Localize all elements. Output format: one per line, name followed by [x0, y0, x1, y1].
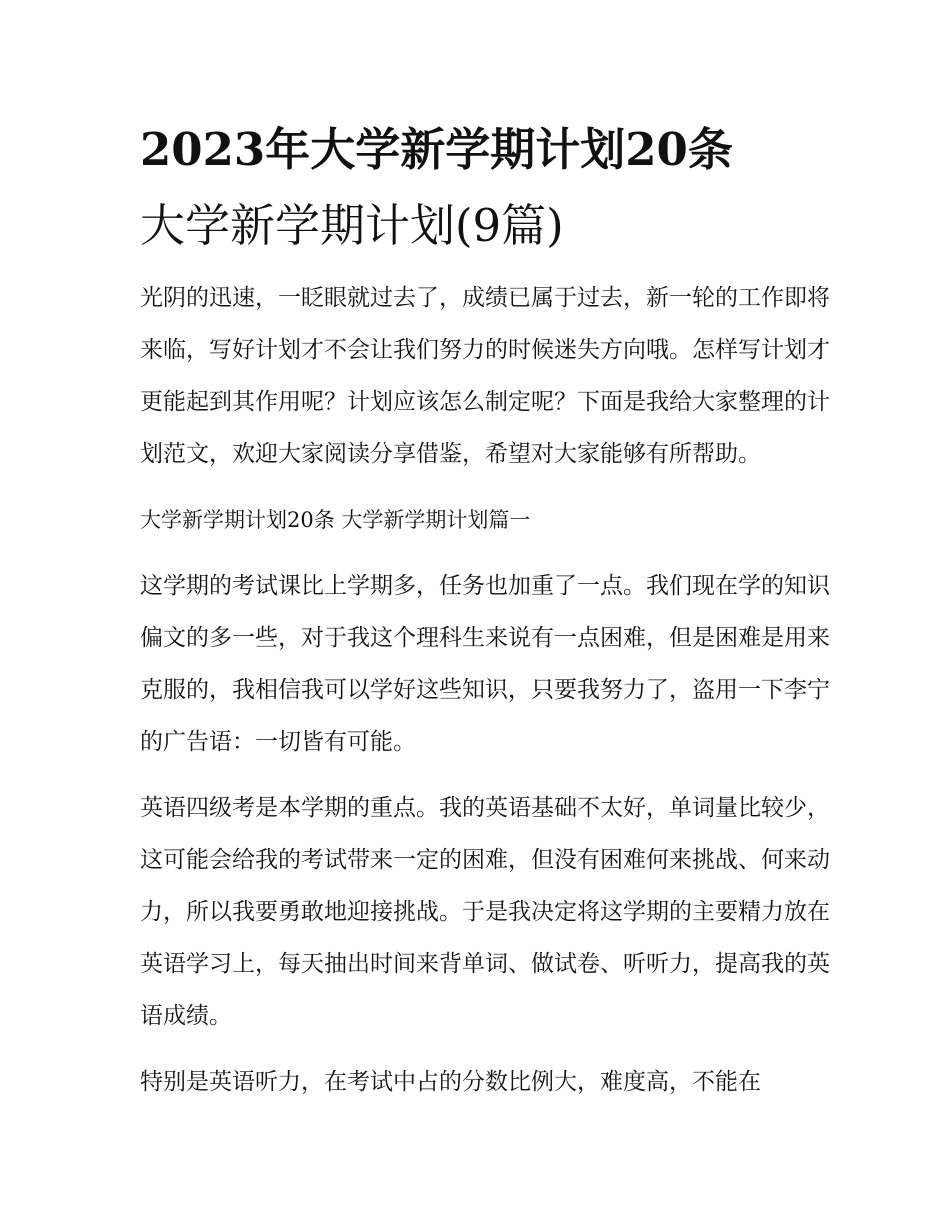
- body-paragraph-2: 英语四级考是本学期的重点。我的英语基础不太好，单词量比较少，这可能会给我的考试带来一定的困难，但没有困难何来挑战、何来动力，所以我要勇敢地迎接挑战。于是我决定将这学期的主要精力放在英语学习上，每天抽出时间来背单词、做试卷、听听力，提高我的英语成绩。: [140, 795, 830, 1029]
- title-line-2: 大学新学期计划(9篇): [140, 199, 564, 252]
- document-title: [140, 112, 830, 264]
- body-paragraph-1: 这学期的考试课比上学期多，任务也加重了一点。我们现在学的知识偏文的多一些，对于我这个理科生来说有一点困难，但是困难是用来克服的，我相信我可以学好这些知识，只要我努力了，盗用一下李宁的广告语：一切皆有可能。: [140, 573, 830, 755]
- document-content: [140, 112, 830, 1108]
- section-heading: 大学新学期计划20条 大学新学期计划篇一: [140, 508, 531, 532]
- intro-paragraph: 光阴的迅速，一眨眼就过去了，成绩已属于过去，新一轮的工作即将来临，写好计划才不会让我们努力的时候迷失方向哦。怎样写计划才更能起到其作用呢？计划应该怎么制定呢？下面是我给大家整理的计划范文，欢迎大家阅读分享借鉴，希望对大家能够有所帮助。: [140, 285, 830, 467]
- body-paragraph-3: 特别是英语听力，在考试中占的分数比例大，难度高，不能在: [140, 1069, 761, 1095]
- title-line-1: 2023年大学新学期计划20条: [140, 123, 733, 176]
